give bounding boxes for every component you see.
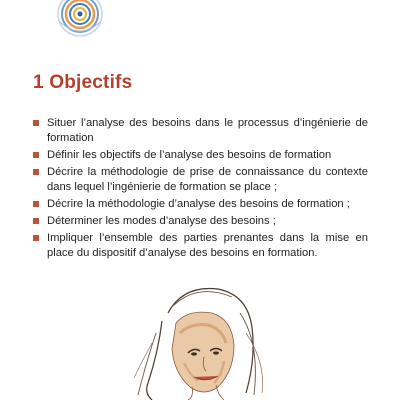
bullet-icon [33,152,39,158]
bullet-icon [33,120,39,126]
list-item [33,116,368,146]
portrait-illustration [128,283,268,400]
objective-text: Déterminer les modes d’analyse des besoins ; [47,215,276,227]
objective-text: Décrire la méthodologie d’analyse des besoins de formation ; [47,198,350,210]
circular-logo-icon [54,0,106,40]
objectives-list [33,116,368,263]
list-item [33,148,368,163]
list-item [33,197,368,212]
bullet-icon [33,218,39,224]
objective-text: Impliquer l’ensemble des parties prenantes dans la mise en place du dispositif d’analyse des besoins en formation. [47,232,368,259]
list-item [33,231,368,261]
bullet-icon [33,169,39,175]
objective-text: Définir les objectifs de l’analyse des besoins de formation [47,149,332,161]
list-item [33,165,368,195]
bullet-icon [33,201,39,207]
objective-text: Situer l’analyse des besoins dans le processus d’ingénierie de formation [47,117,368,144]
section-heading: 1 Objectifs [33,72,133,93]
list-item [33,214,368,229]
objective-text: Décrire la méthodologie de prise de connaissance du contexte dans lequel l’ingénierie de formation se place ; [47,166,368,193]
bullet-icon [33,235,39,241]
